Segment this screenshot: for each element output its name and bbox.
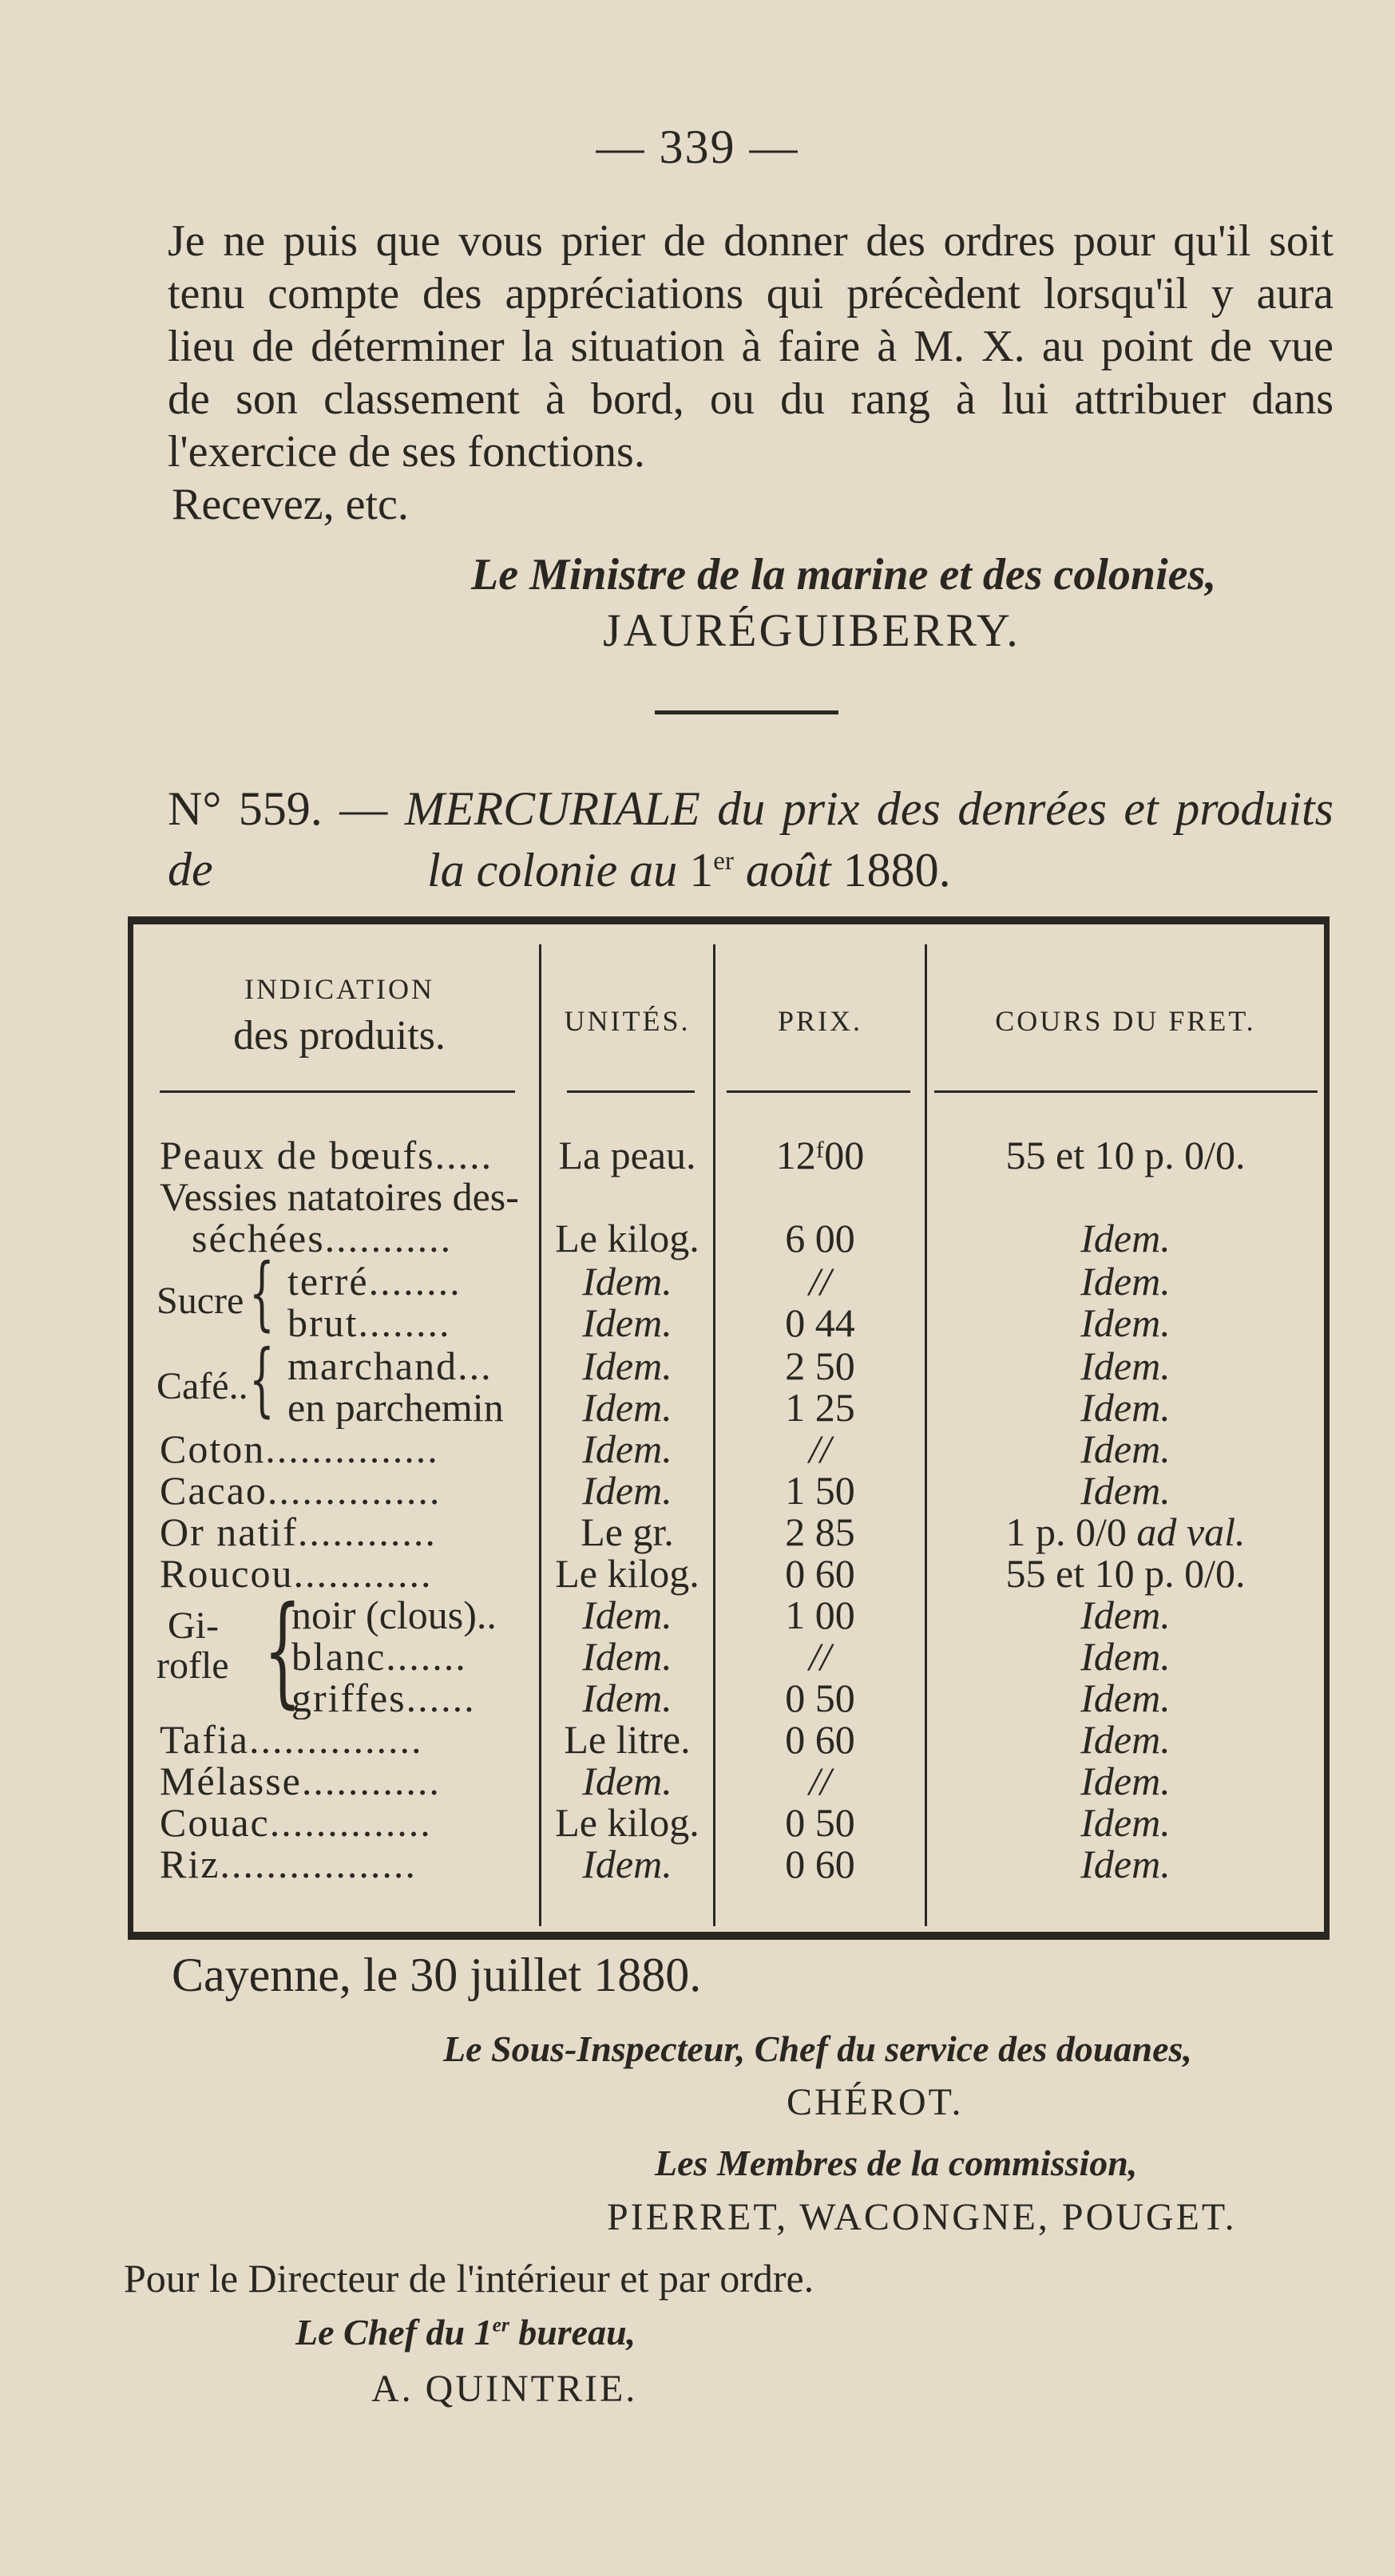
row-fret: Idem.	[1080, 1634, 1171, 1679]
row-price: 2 50	[785, 1343, 855, 1388]
caption-day-sup: er	[713, 847, 734, 876]
group-label-sucre: Sucre	[157, 1280, 244, 1322]
closing-formula: Recevez, etc.	[172, 480, 409, 529]
row-price: 0 50	[785, 1676, 855, 1720]
table-left-border	[128, 916, 133, 1940]
row-price: 1 25	[785, 1385, 855, 1430]
row-price: 6 00	[785, 1216, 855, 1260]
row-price: 2 85	[785, 1510, 855, 1554]
body-line-4: de son classement à bord, ou du rang à lui attribuer dans	[168, 374, 1334, 424]
row-price: 1 50	[785, 1468, 855, 1513]
row-fret: 55 et 10 p. 0/0.	[1005, 1133, 1246, 1177]
row-unit: Idem.	[582, 1343, 672, 1388]
group-label-cafe: Café..	[157, 1365, 248, 1407]
row-fret: Idem.	[1080, 1426, 1171, 1471]
row-fret: Idem.	[1080, 1759, 1171, 1803]
row-unit: Idem.	[582, 1259, 672, 1304]
row-fret: Idem.	[1080, 1216, 1171, 1260]
header-underline	[727, 1090, 910, 1093]
row-price: 0 60	[785, 1842, 855, 1886]
directeur-line: Pour le Directeur de l'intérieur et par ordre.	[124, 2256, 814, 2301]
group-label-girofle-1: Gi-	[168, 1605, 219, 1647]
header-unites: UNITÉS.	[564, 1005, 691, 1037]
row-unit: Idem.	[582, 1593, 672, 1637]
row-name: griffes......	[291, 1676, 476, 1719]
body-line-2: tenu compte des appréciations qui précèdent lorsqu'il y aura	[168, 269, 1334, 319]
row-price: 12ᶠ00	[775, 1133, 865, 1177]
row-price: 0 60	[785, 1551, 855, 1596]
body-line-5: l'exercice de ses fonctions.	[168, 427, 645, 477]
row-unit: Le kilog.	[555, 1551, 699, 1596]
row-name: Coton...............	[160, 1427, 439, 1470]
row-price: //	[809, 1259, 831, 1304]
row-name: noir (clous)..	[291, 1593, 497, 1636]
row-unit: Le kilog.	[555, 1216, 699, 1260]
row-fret: Idem.	[1080, 1468, 1171, 1513]
row-fret: Idem.	[1080, 1800, 1171, 1845]
row-unit: Le litre.	[564, 1717, 691, 1762]
row-name: séchées...........	[192, 1217, 453, 1260]
chef-name: A. QUINTRIE.	[371, 2368, 638, 2410]
row-name: en parchemin	[287, 1386, 504, 1429]
row-fret: Idem.	[1080, 1842, 1171, 1886]
row-fret-value: 1 p. 0/0	[1005, 1510, 1137, 1554]
chef-prefix: Le Chef du	[295, 2312, 466, 2352]
inspector-title: Le Sous-Inspecteur, Chef du service des douanes,	[443, 2028, 1192, 2069]
row-unit: Idem.	[582, 1634, 672, 1679]
row-price: //	[809, 1426, 831, 1471]
row-name: Couac..............	[160, 1801, 432, 1844]
row-name: Mélasse............	[160, 1759, 441, 1802]
header-indication: INDICATION	[244, 973, 434, 1005]
brace-sucre: {	[249, 1246, 275, 1339]
table-bottom-border	[128, 1932, 1330, 1940]
caption-prefix: la colonie au	[427, 844, 678, 896]
row-label-vessies: Vessies natatoires des-	[160, 1174, 519, 1219]
chef-sup: er	[492, 2313, 509, 2337]
header-fret: COURS DU FRET.	[995, 1005, 1256, 1037]
row-name: Or natif............	[160, 1510, 437, 1553]
commission-names: PIERRET, WACONGNE, POUGET.	[607, 2196, 1237, 2238]
row-fret: Idem.	[1080, 1676, 1171, 1720]
group-label-girofle-2: rofle	[157, 1644, 229, 1687]
row-unit: Idem.	[582, 1468, 672, 1513]
caption-day: 1	[689, 844, 714, 896]
row-fret	[927, 1510, 1324, 1553]
commission-title: Les Membres de la commission,	[655, 2143, 1138, 2183]
row-name: marchand...	[287, 1344, 493, 1387]
chef-title	[295, 2311, 636, 2353]
row-unit: Idem.	[582, 1759, 672, 1803]
row-price: //	[809, 1634, 831, 1679]
row-unit: La peau.	[558, 1133, 696, 1177]
table-top-border	[128, 916, 1330, 924]
row-name: terré........	[287, 1260, 462, 1303]
row-price: //	[809, 1759, 831, 1803]
row-fret: Idem.	[1080, 1343, 1171, 1388]
row-price: 0 44	[785, 1300, 855, 1345]
caption-year: 1880.	[842, 844, 951, 896]
header-prix: PRIX.	[777, 1005, 863, 1037]
header-underline	[567, 1090, 695, 1093]
minister-name: JAURÉGUIBERRY.	[603, 604, 1020, 656]
row-name: Tafia...............	[160, 1718, 423, 1761]
caption-number: N° 559. —	[168, 782, 388, 835]
row-unit: Idem.	[582, 1426, 672, 1471]
brace-girofle: {	[264, 1581, 302, 1720]
table-right-border	[1324, 916, 1330, 1940]
caption-title: MERCURIALE du prix des denrées et produits de	[168, 782, 1334, 896]
body-line-3: lieu de déterminer la situation à faire à M. X. au point de vue	[168, 322, 1334, 371]
row-price: 0 50	[785, 1800, 855, 1845]
row-name: brut........	[287, 1301, 451, 1344]
row-fret: Idem.	[1080, 1717, 1171, 1762]
row-name: Peaux de bœufs.....	[160, 1134, 493, 1177]
row-unit: Idem.	[582, 1300, 672, 1345]
row-name: Riz.................	[160, 1842, 417, 1886]
row-price: 1 00	[785, 1593, 855, 1637]
caption-month: août	[745, 844, 831, 896]
header-underline	[934, 1090, 1318, 1093]
table-caption-line-2	[427, 840, 1226, 900]
body-line-1: Je ne puis que vous prier de donner des ordres pour qu'il soit	[168, 216, 1334, 266]
row-name: Cacao...............	[160, 1469, 442, 1512]
minister-title: Le Ministre de la marine et des colonies,	[471, 550, 1217, 599]
separator-rule	[655, 710, 838, 714]
row-fret: Idem.	[1080, 1593, 1171, 1637]
place-date: Cayenne, le 30 juillet 1880.	[172, 1949, 702, 2001]
row-fret: Idem.	[1080, 1385, 1171, 1430]
row-unit: Idem.	[582, 1385, 672, 1430]
header-produits: des produits.	[233, 1013, 446, 1058]
header-underline	[160, 1090, 515, 1093]
row-unit: Idem.	[582, 1676, 672, 1720]
row-unit: Idem.	[582, 1842, 672, 1886]
chef-num: 1	[474, 2312, 493, 2352]
inspector-name: CHÉROT.	[787, 2081, 964, 2123]
brace-cafe: {	[249, 1332, 275, 1426]
mercuriale-table	[128, 916, 1330, 1940]
row-fret: Idem.	[1080, 1300, 1171, 1345]
row-fret-ad-val: ad val.	[1136, 1510, 1246, 1554]
row-price: 0 60	[785, 1717, 855, 1762]
row-unit: Le kilog.	[555, 1800, 699, 1845]
row-name: Roucou............	[160, 1552, 433, 1595]
chef-suffix: bureau,	[518, 2312, 636, 2352]
row-name: blanc.......	[291, 1635, 467, 1678]
page-number: — 339 —	[596, 121, 799, 173]
row-unit: Le gr.	[581, 1510, 674, 1554]
row-fret: 55 et 10 p. 0/0.	[1005, 1551, 1246, 1596]
row-fret: Idem.	[1080, 1259, 1171, 1304]
